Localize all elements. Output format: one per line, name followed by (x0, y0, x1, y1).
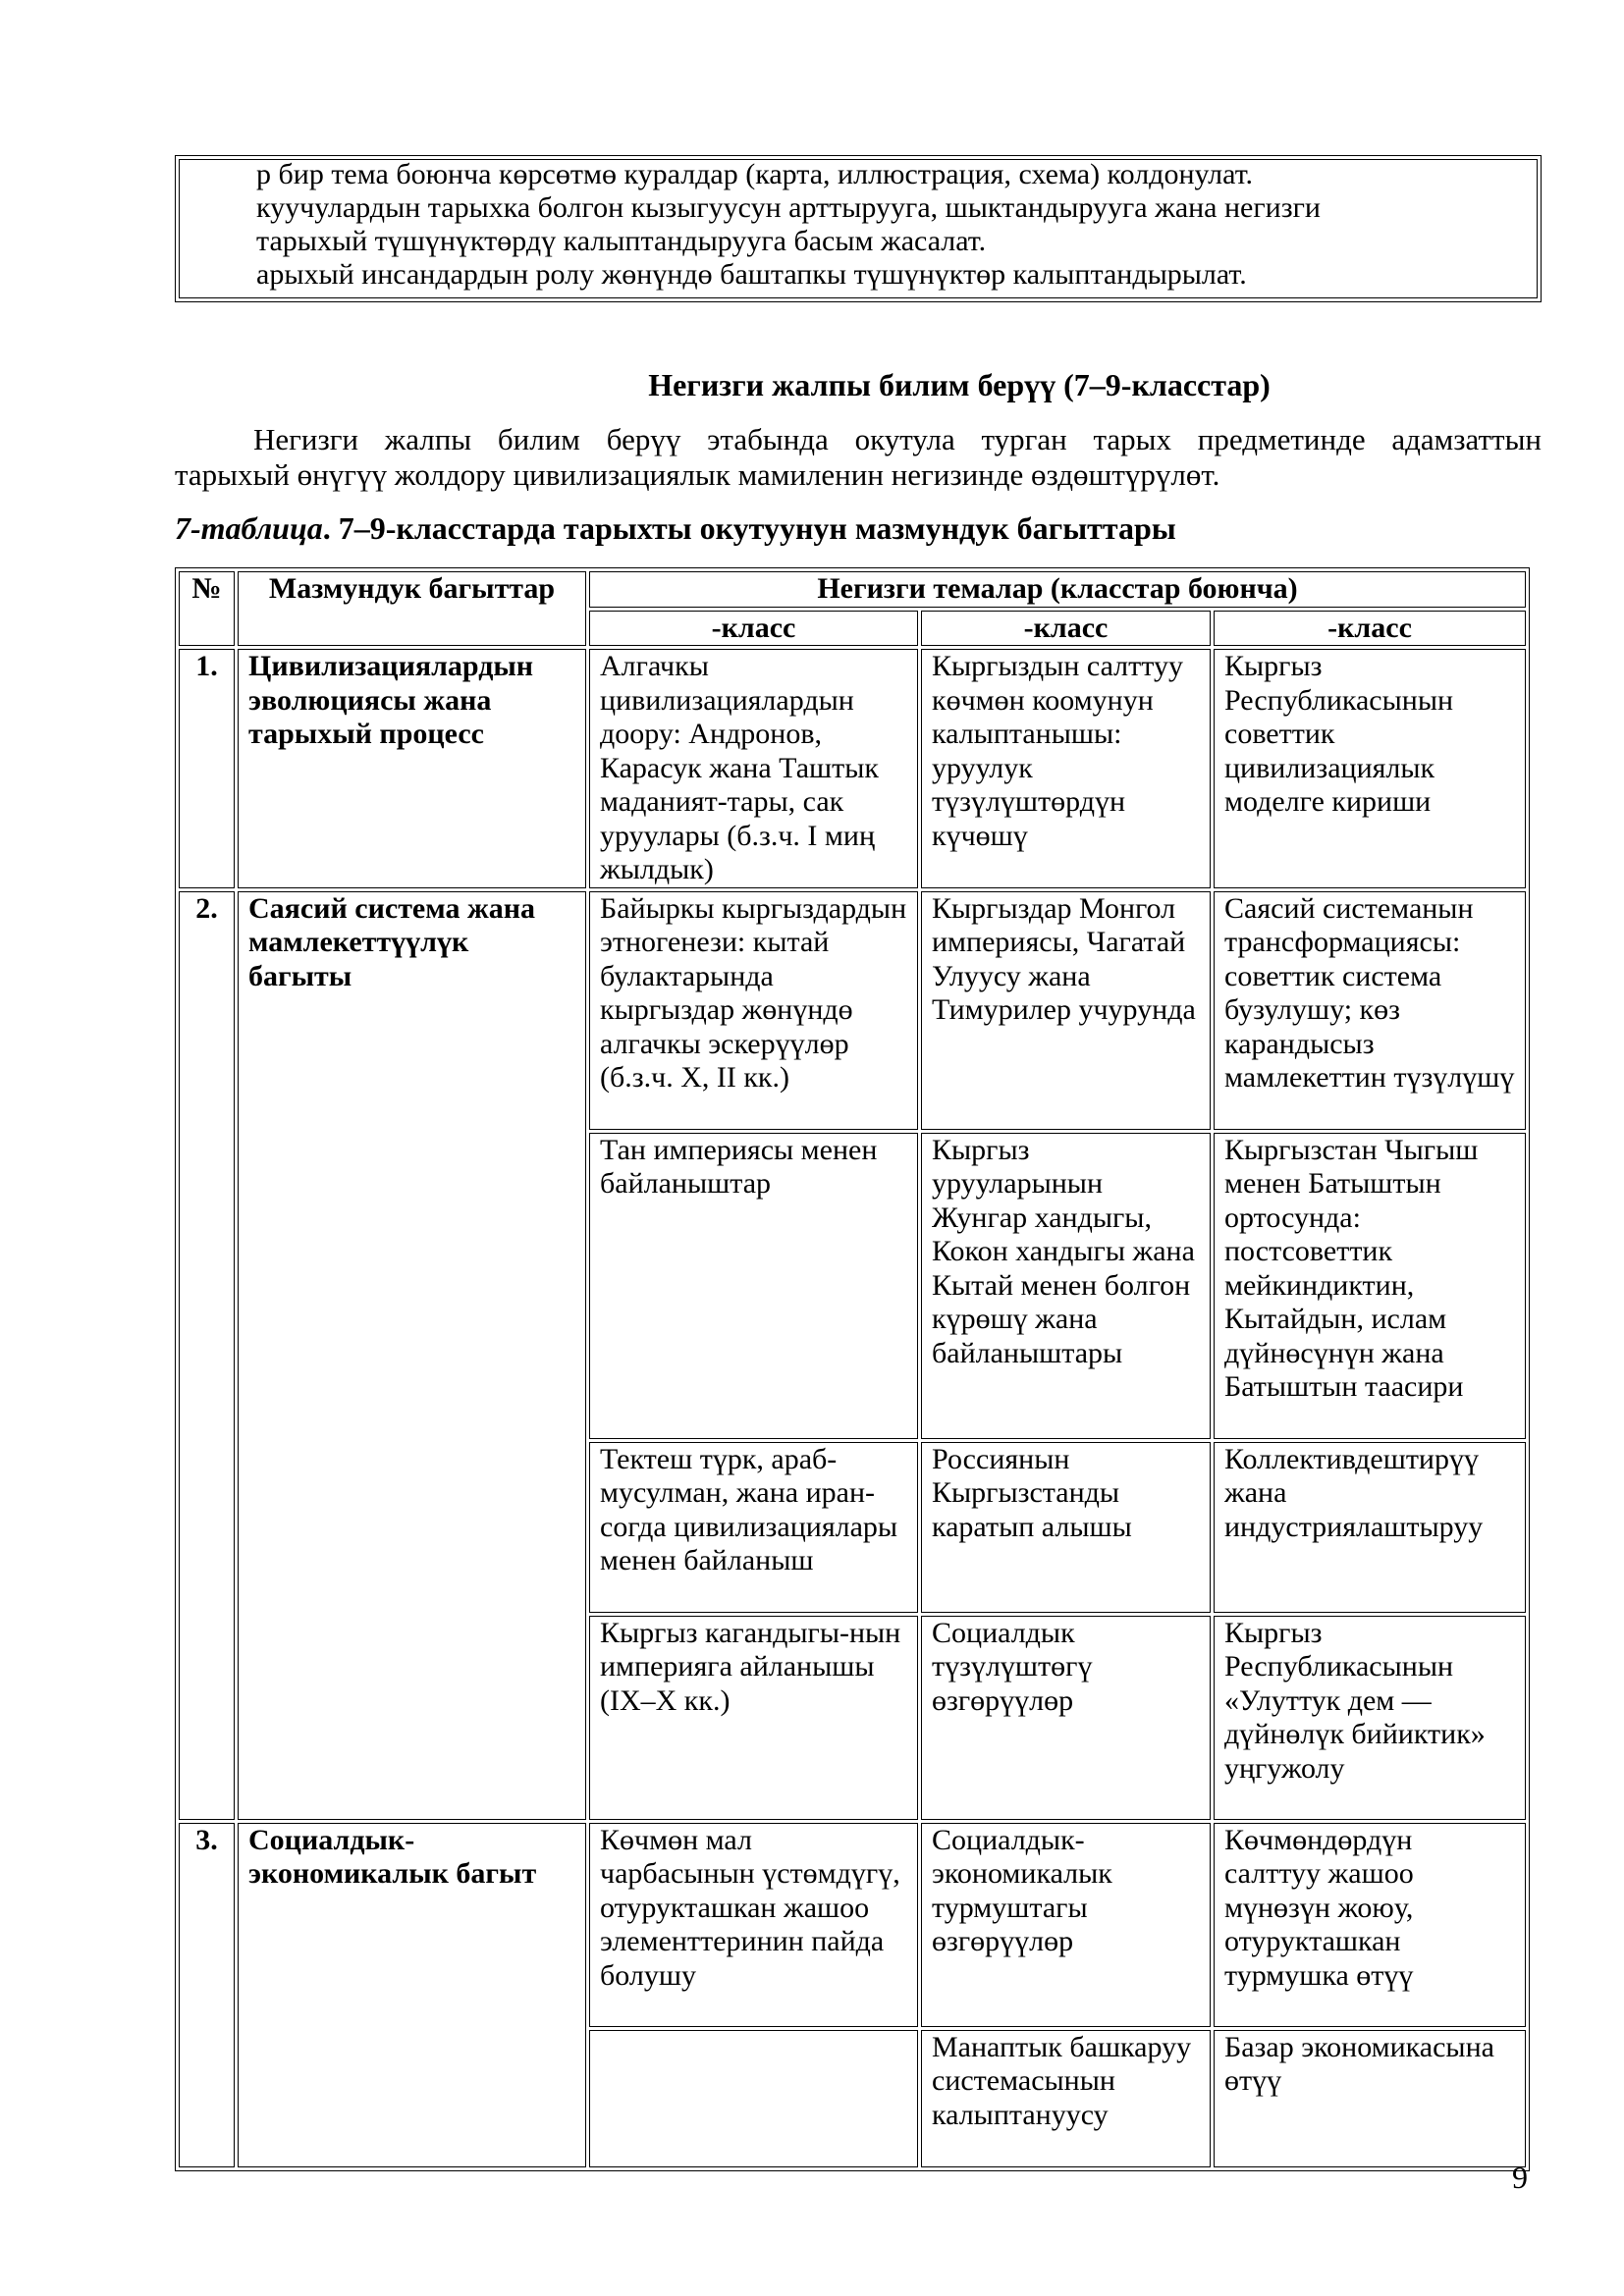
header-grade-2: -класс (921, 611, 1211, 647)
intro-line-1: р бир тема боюнча көрсөтмө куралдар (карта, иллюстрация, схема) колдонулат. (256, 158, 1254, 190)
row-number: 3. (179, 1823, 235, 2167)
topic-cell: Тектеш түрк, араб-мусулман, жана иран-согда цивилизациялары менен байланыш (589, 1442, 918, 1613)
paragraph-line-2: тарыхый өнүгүү жолдору цивилизациялык мамиленин негизинде өздөштүрүлөт. (175, 457, 1220, 492)
topic-cell: Көчмөн мал чарбасынын үстөмдүгү, отурукташкан жашоо элементтеринин пайда болушу (589, 1823, 918, 2027)
intro-line-4: арыхый инсандардын ролу жөнүндө баштапкы түшүнүктөр калыптандырылат. (256, 258, 1247, 291)
table-row (179, 1823, 1526, 2027)
row-direction: Цивилизациялардын эволюциясы жана тарыхый процесс (238, 649, 586, 888)
topic-cell: Тан империясы менен байланыштар (589, 1133, 918, 1439)
page-number: 9 (1512, 2160, 1528, 2195)
section-heading: Негизги жалпы билим берүү (7–9-класстар) (648, 367, 1271, 402)
row-number: 2. (179, 891, 235, 1820)
table-row (179, 891, 1526, 1130)
table-caption-label: 7-таблица (175, 510, 323, 546)
content-table (175, 567, 1530, 2171)
topic-cell: Көчмөндөрдүн салттуу жашоо мүнөзүн жоюу, отурукташкан турмушка өтүү (1214, 1823, 1526, 2027)
topic-cell: Манаптык башкаруу системасынын калыптануусу (921, 2030, 1211, 2167)
topic-cell: Социалдык түзүлүштөгү өзгөрүүлөр (921, 1616, 1211, 1820)
header-grade-1: -класс (589, 611, 918, 647)
topic-cell: Байыркы кыргыздардын этногенези: кытай булактарында кыргыздар жөнүндө алгачкы эскерүүлөр (б.з.ч. X, II кк.) (589, 891, 918, 1130)
row-direction: Саясий система жана мамлекеттүүлүк багыты (238, 891, 586, 1820)
topic-cell: Базар экономикасына өтүү (1214, 2030, 1526, 2167)
row-number: 1. (179, 649, 235, 888)
row-direction: Социалдык-экономикалык багыт (238, 1823, 586, 2167)
topic-cell: Социалдык-экономикалык турмуштагы өзгөрүүлөр (921, 1823, 1211, 2027)
intro-line-3: тарыхый түшүнүктөрдү калыптандырууга басым жасалат. (256, 225, 987, 257)
header-direction: Мазмундук багыттар (238, 571, 586, 646)
topic-cell: Кыргыз урууларынын Жунгар хандыгы, Кокон хандыгы жана Кытай менен болгон күрөшү жана байланыштары (921, 1133, 1211, 1439)
topic-cell: Кыргыздын салттуу көчмөн коомунун калыптанышы: уруулук түзүлүштөрдүн күчөшү (921, 649, 1211, 888)
table-row (179, 649, 1526, 888)
topic-cell: Алгачкы цивилизациялардын доору: Андронов, Карасук жана Таштык маданият-тары, сак уруулары (б.з.ч. I миң жылдык) (589, 649, 918, 888)
paragraph-line-1: Негизги жалпы билим берүү этабында окутула турган тарых предметинде адамзаттын (253, 422, 1542, 456)
topic-cell: Россиянын Кыргызстанды каратып алышы (921, 1442, 1211, 1613)
topic-cell: Кыргыз кагандыгы-нын империяга айланышы (IX–X кк.) (589, 1616, 918, 1820)
intro-line-2: куучулардын тарыхка болгон кызыгуусун арттырууга, шыктандырууга жана негизги (256, 191, 1321, 224)
topic-cell: Кыргыз Республикасынын советтик цивилизациялык моделге кириши (1214, 649, 1526, 888)
header-topics: Негизги темалар (класстар боюнча) (589, 571, 1526, 608)
topic-cell: Кыргызстан Чыгыш менен Батыштын ортосунда: постсоветтик мейкиндиктин, Кытайдын, ислам дүйнөсүнүн жана Батыштын таасири (1214, 1133, 1526, 1439)
topic-cell: Коллективдештирүү жана индустриялаштыруу (1214, 1442, 1526, 1613)
table-caption-text: . 7–9-класстарда тарыхты окутуунун мазмундук багыттары (322, 510, 1176, 546)
header-num: № (179, 571, 235, 646)
topic-cell: Кыргыз Республикасынын «Улуттук дем — дүйнөлүк бийиктик» уңгужолу (1214, 1616, 1526, 1820)
topic-cell (589, 2030, 918, 2167)
topic-cell: Саясий системанын трансформациясы: советтик система бузулушу; көз карандысыз мамлекеттин түзүлүшү (1214, 891, 1526, 1130)
topic-cell: Кыргыздар Монгол империясы, Чагатай Улуусу жана Тимурилер учурунда (921, 891, 1211, 1130)
header-grade-3: -класс (1214, 611, 1526, 647)
intro-box (175, 155, 1542, 302)
table-caption (175, 508, 1176, 548)
